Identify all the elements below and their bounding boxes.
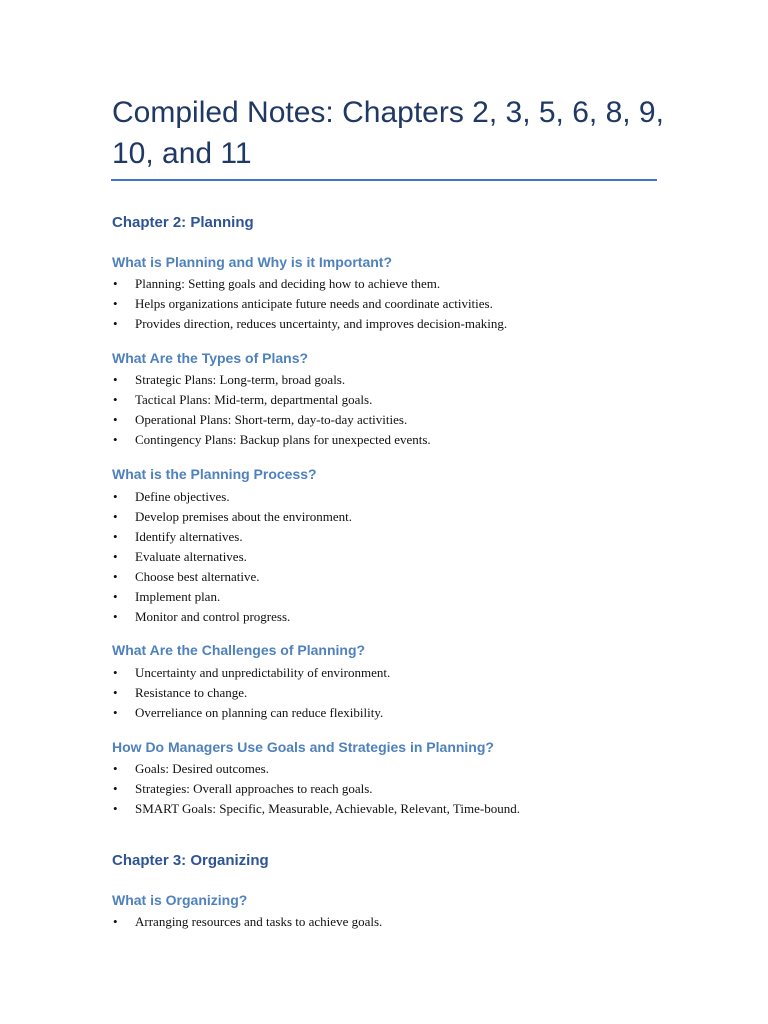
list-item: [112, 430, 431, 450]
bullet-list: [112, 370, 431, 450]
list-item-text: Uncertainty and unpredictability of environment.: [135, 665, 391, 680]
list-item-text: Evaluate alternatives.: [135, 549, 247, 564]
bullet-marker: •: [113, 509, 118, 524]
section-heading: What is Organizing?: [112, 892, 248, 908]
list-item: [112, 912, 382, 932]
section-heading: What Are the Challenges of Planning?: [112, 642, 366, 658]
bullet-marker: •: [113, 665, 118, 680]
list-item-text: Choose best alternative.: [135, 569, 260, 584]
list-item-text: Strategies: Overall approaches to reach goals.: [135, 781, 373, 796]
document-title: Compiled Notes: Chapters 2, 3, 5, 6, 8, 9, 10, and 11: [112, 96, 664, 170]
list-item: [112, 759, 520, 779]
chapter-heading: Chapter 2: Planning: [112, 214, 254, 231]
list-item-text: SMART Goals: Specific, Measurable, Achievable, Relevant, Time-bound.: [135, 801, 520, 816]
section-heading: What is the Planning Process?: [112, 466, 317, 482]
bullet-marker: •: [113, 392, 118, 407]
list-item-text: Resistance to change.: [135, 685, 248, 700]
list-item: [112, 587, 352, 607]
bullet-marker: •: [113, 914, 118, 929]
list-item-text: Contingency Plans: Backup plans for unexpected events.: [135, 432, 431, 447]
list-item-text: Develop premises about the environment.: [135, 509, 352, 524]
list-item-text: Helps organizations anticipate future needs and coordinate activities.: [135, 296, 493, 311]
bullet-marker: •: [113, 316, 118, 331]
list-item: [112, 274, 507, 294]
bullet-list: [112, 912, 382, 932]
list-item: [112, 527, 352, 547]
bullet-marker: •: [113, 589, 118, 604]
list-item: [112, 683, 390, 703]
list-item-text: Planning: Setting goals and deciding how to achieve them.: [135, 276, 441, 291]
list-item: [112, 799, 520, 819]
list-item-text: Arranging resources and tasks to achieve goals.: [135, 914, 383, 929]
list-item: [112, 703, 390, 723]
bullet-marker: •: [113, 761, 118, 776]
list-item: [112, 314, 507, 334]
list-item-text: Strategic Plans: Long-term, broad goals.: [135, 372, 346, 387]
bullet-marker: •: [113, 685, 118, 700]
bullet-list: [112, 663, 390, 723]
title-divider: [111, 179, 657, 181]
list-item-text: Identify alternatives.: [135, 529, 243, 544]
bullet-marker: •: [113, 549, 118, 564]
section-heading: How Do Managers Use Goals and Strategies in Planning?: [112, 739, 494, 755]
list-item-text: Provides direction, reduces uncertainty, and improves decision-making.: [135, 316, 508, 331]
list-item: [112, 607, 352, 627]
list-item-text: Monitor and control progress.: [135, 609, 291, 624]
bullet-marker: •: [113, 609, 118, 624]
section-heading: What Are the Types of Plans?: [112, 350, 309, 366]
list-item-text: Goals: Desired outcomes.: [135, 761, 269, 776]
list-item: [112, 294, 507, 314]
bullet-marker: •: [113, 489, 118, 504]
chapter-heading: Chapter 3: Organizing: [112, 852, 269, 869]
list-item: [112, 370, 431, 390]
bullet-list: [112, 487, 352, 627]
bullet-list: [112, 759, 520, 819]
bullet-marker: •: [113, 801, 118, 816]
list-item: [112, 487, 352, 507]
bullet-marker: •: [113, 412, 118, 427]
list-item: [112, 547, 352, 567]
list-item: [112, 410, 431, 430]
list-item: [112, 390, 431, 410]
bullet-list: [112, 274, 507, 334]
bullet-marker: •: [113, 705, 118, 720]
bullet-marker: •: [113, 276, 118, 291]
bullet-marker: •: [113, 432, 118, 447]
section-heading: What is Planning and Why is it Important?: [112, 254, 392, 270]
list-item: [112, 663, 390, 683]
list-item-text: Operational Plans: Short-term, day-to-day activities.: [135, 412, 408, 427]
bullet-marker: •: [113, 296, 118, 311]
list-item-text: Implement plan.: [135, 589, 221, 604]
list-item: [112, 507, 352, 527]
list-item: [112, 567, 352, 587]
bullet-marker: •: [113, 529, 118, 544]
bullet-marker: •: [113, 781, 118, 796]
list-item-text: Tactical Plans: Mid-term, departmental goals.: [135, 392, 373, 407]
list-item-text: Define objectives.: [135, 489, 230, 504]
bullet-marker: •: [113, 569, 118, 584]
list-item: [112, 779, 520, 799]
bullet-marker: •: [113, 372, 118, 387]
list-item-text: Overreliance on planning can reduce flexibility.: [135, 705, 384, 720]
